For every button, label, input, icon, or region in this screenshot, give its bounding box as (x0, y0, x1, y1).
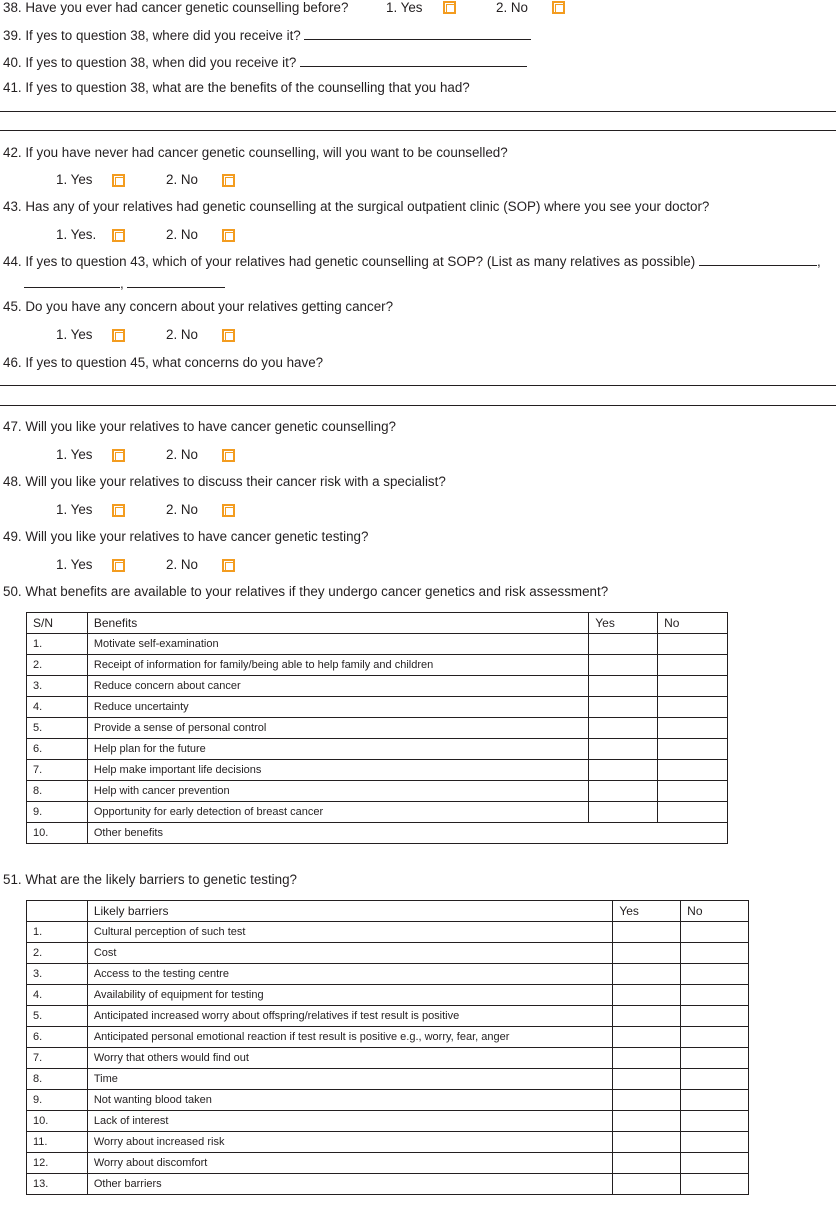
yes-cell[interactable] (589, 781, 658, 802)
yes-cell[interactable] (613, 1090, 681, 1111)
question-40 (3, 55, 527, 71)
answer-blank[interactable] (127, 276, 225, 288)
row-number: 12. (27, 1153, 88, 1174)
header-yes: Yes (613, 901, 681, 922)
checkbox-no-icon[interactable] (222, 174, 235, 187)
row-number: 8. (27, 781, 88, 802)
answer-line[interactable] (0, 111, 836, 112)
table-row (27, 781, 728, 802)
no-cell[interactable] (658, 676, 728, 697)
checkbox-yes-icon[interactable] (443, 1, 456, 14)
checkbox-no-icon[interactable] (222, 504, 235, 517)
question-45-text: 45. Do you have any concern about your relatives getting cancer? (3, 299, 394, 314)
table-row (27, 760, 728, 781)
checkbox-yes-icon[interactable] (112, 559, 125, 572)
option-no-label: 2. No (166, 557, 199, 572)
checkbox-no-icon[interactable] (222, 449, 235, 462)
table-row (27, 823, 728, 844)
row-label: Help with cancer prevention (87, 781, 588, 802)
question-51-text: 51. What are the likely barriers to genetic testing? (3, 872, 297, 887)
row-number: 5. (27, 1006, 88, 1027)
row-label: Other barriers (87, 1174, 613, 1195)
row-label: Other benefits (87, 823, 727, 844)
question-47-text: 47. Will you like your relatives to have cancer genetic counselling? (3, 419, 396, 434)
row-number: 5. (27, 718, 88, 739)
header-likely-barriers: Likely barriers (87, 901, 613, 922)
barriers-table (26, 900, 749, 1195)
row-number: 10. (27, 1111, 88, 1132)
yes-cell[interactable] (613, 1174, 681, 1195)
option-yes-label: 1. Yes (56, 447, 93, 462)
no-cell[interactable] (681, 1174, 749, 1195)
answer-blank[interactable] (300, 55, 527, 67)
question-44-continued (24, 276, 225, 292)
question-44-text: 44. If yes to question 43, which of your relatives had genetic counselling at SOP? (List as many relatives as possible) (3, 254, 696, 269)
yes-cell[interactable] (613, 1006, 681, 1027)
yes-cell[interactable] (589, 760, 658, 781)
question-47 (3, 419, 396, 435)
yes-cell[interactable] (613, 964, 681, 985)
row-number: 8. (27, 1069, 88, 1090)
question-50 (3, 584, 608, 600)
row-label: Worry about discomfort (87, 1153, 613, 1174)
table-row (27, 634, 728, 655)
question-44 (3, 254, 821, 270)
no-cell[interactable] (681, 922, 749, 943)
yes-cell[interactable] (613, 1153, 681, 1174)
answer-line[interactable] (0, 385, 836, 386)
row-label: Help make important life decisions (87, 760, 588, 781)
table-row (27, 943, 749, 964)
row-label: Reduce concern about cancer (87, 676, 588, 697)
row-number: 6. (27, 739, 88, 760)
no-cell[interactable] (681, 1048, 749, 1069)
option-no-label: 2. No (166, 172, 199, 187)
row-label: Not wanting blood taken (87, 1090, 613, 1111)
question-49-text: 49. Will you like your relatives to have cancer genetic testing? (3, 529, 369, 544)
question-39-text: 39. If yes to question 38, where did you receive it? (3, 28, 301, 43)
checkbox-yes-icon[interactable] (112, 229, 125, 242)
question-46-text: 46. If yes to question 45, what concerns do you have? (3, 355, 324, 370)
no-cell[interactable] (681, 1006, 749, 1027)
row-label: Availability of equipment for testing (87, 985, 613, 1006)
row-number: 9. (27, 802, 88, 823)
table-row (27, 1153, 749, 1174)
row-label: Access to the testing centre (87, 964, 613, 985)
no-cell[interactable] (681, 1027, 749, 1048)
no-cell[interactable] (658, 739, 728, 760)
yes-cell[interactable] (589, 697, 658, 718)
row-number: 11. (27, 1132, 88, 1153)
yes-cell[interactable] (589, 634, 658, 655)
row-number: 3. (27, 964, 88, 985)
question-46 (3, 355, 323, 371)
question-48 (3, 474, 446, 490)
no-cell[interactable] (658, 760, 728, 781)
yes-cell[interactable] (613, 1048, 681, 1069)
header-sn: S/N (27, 613, 88, 634)
yes-cell[interactable] (589, 655, 658, 676)
no-cell[interactable] (681, 1153, 749, 1174)
question-38 (3, 0, 348, 16)
yes-cell[interactable] (613, 1027, 681, 1048)
header-no: No (658, 613, 728, 634)
question-42 (3, 145, 508, 161)
row-label: Worry about increased risk (87, 1132, 613, 1153)
checkbox-yes-icon[interactable] (112, 174, 125, 187)
question-41-text: 41. If yes to question 38, what are the benefits of the counselling that you had? (3, 80, 470, 95)
benefits-table (26, 612, 728, 844)
answer-blank[interactable] (24, 276, 120, 288)
table-row (27, 1111, 749, 1132)
row-label: Opportunity for early detection of breast cancer (87, 802, 588, 823)
row-label: Anticipated increased worry about offspring/relatives if test result is positive (87, 1006, 613, 1027)
row-label: Receipt of information for family/being able to help family and children (87, 655, 588, 676)
yes-cell[interactable] (613, 1132, 681, 1153)
row-number: 7. (27, 760, 88, 781)
answer-blank[interactable] (304, 28, 531, 40)
row-label: Cost (87, 943, 613, 964)
option-no-label: 2. No (166, 447, 199, 462)
row-label: Worry that others would find out (87, 1048, 613, 1069)
no-cell[interactable] (658, 781, 728, 802)
row-number: 13. (27, 1174, 88, 1195)
question-45 (3, 299, 393, 315)
table-row (27, 802, 728, 823)
no-cell[interactable] (681, 1090, 749, 1111)
no-cell[interactable] (658, 697, 728, 718)
table-row (27, 964, 749, 985)
question-39 (3, 28, 531, 44)
question-49 (3, 529, 368, 545)
option-yes-label: 1. Yes (56, 327, 93, 342)
row-label: Motivate self-examination (87, 634, 588, 655)
table-row (27, 676, 728, 697)
table-header-row (27, 901, 749, 922)
table-row (27, 922, 749, 943)
answer-line[interactable] (0, 405, 836, 406)
question-38-text: 38. Have you ever had cancer genetic counselling before? (3, 0, 349, 15)
checkbox-yes-icon[interactable] (112, 449, 125, 462)
row-label: Time (87, 1069, 613, 1090)
yes-cell[interactable] (589, 739, 658, 760)
checkbox-no-icon[interactable] (552, 1, 565, 14)
row-number: 9. (27, 1090, 88, 1111)
table-header-row (27, 613, 728, 634)
row-label: Cultural perception of such test (87, 922, 613, 943)
yes-cell[interactable] (613, 943, 681, 964)
no-cell[interactable] (681, 985, 749, 1006)
table-row (27, 1174, 749, 1195)
row-number: 1. (27, 922, 88, 943)
option-no-label: 2. No (496, 0, 529, 15)
question-43 (3, 199, 709, 215)
question-48-text: 48. Will you like your relatives to discuss their cancer risk with a specialist? (3, 474, 446, 489)
no-cell[interactable] (681, 1111, 749, 1132)
no-cell[interactable] (681, 943, 749, 964)
table-row (27, 739, 728, 760)
table-row (27, 718, 728, 739)
table-row (27, 1069, 749, 1090)
row-number: 7. (27, 1048, 88, 1069)
header-yes: Yes (589, 613, 658, 634)
row-number: 4. (27, 697, 88, 718)
table-row (27, 1027, 749, 1048)
row-label: Provide a sense of personal control (87, 718, 588, 739)
question-41 (3, 80, 470, 96)
question-50-text: 50. What benefits are available to your relatives if they undergo cancer genetics and risk assessment? (3, 584, 609, 599)
option-no-label: 2. No (166, 502, 199, 517)
option-no-label: 2. No (166, 227, 199, 242)
question-42-text: 42. If you have never had cancer genetic counselling, will you want to be counselled? (3, 145, 508, 160)
header-blank (27, 901, 88, 922)
checkbox-no-icon[interactable] (222, 229, 235, 242)
row-label: Help plan for the future (87, 739, 588, 760)
answer-line[interactable] (0, 130, 836, 131)
header-benefits: Benefits (87, 613, 588, 634)
yes-cell[interactable] (613, 1069, 681, 1090)
answer-blank[interactable] (699, 254, 817, 266)
no-cell[interactable] (681, 1069, 749, 1090)
row-label: Anticipated personal emotional reaction if test result is positive e.g., worry, fear, anger (87, 1027, 613, 1048)
yes-cell[interactable] (589, 802, 658, 823)
yes-cell[interactable] (613, 985, 681, 1006)
option-yes-label: 1. Yes (56, 172, 93, 187)
question-43-text: 43. Has any of your relatives had genetic counselling at the surgical outpatient clinic (SOP) where you see your doctor? (3, 199, 710, 214)
yes-cell[interactable] (613, 1111, 681, 1132)
table-row (27, 1048, 749, 1069)
question-40-text: 40. If yes to question 38, when did you receive it? (3, 55, 297, 70)
row-label: Lack of interest (87, 1111, 613, 1132)
option-yes-label: 1. Yes (56, 557, 93, 572)
separator-comma: , (816, 254, 821, 269)
table-row (27, 1090, 749, 1111)
no-cell[interactable] (658, 718, 728, 739)
checkbox-yes-icon[interactable] (112, 329, 125, 342)
table-row (27, 985, 749, 1006)
table-row (27, 1132, 749, 1153)
no-cell[interactable] (658, 634, 728, 655)
row-label: Reduce uncertainty (87, 697, 588, 718)
checkbox-yes-icon[interactable] (112, 504, 125, 517)
separator-comma: , (120, 276, 124, 291)
option-yes-label: 1. Yes (386, 0, 423, 15)
option-yes-label: 1. Yes. (56, 227, 97, 242)
no-cell[interactable] (658, 802, 728, 823)
table-row (27, 655, 728, 676)
no-cell[interactable] (681, 964, 749, 985)
no-cell[interactable] (658, 655, 728, 676)
row-number: 1. (27, 634, 88, 655)
no-cell[interactable] (681, 1132, 749, 1153)
option-no-label: 2. No (166, 327, 199, 342)
row-number: 10. (27, 823, 88, 844)
row-number: 2. (27, 943, 88, 964)
header-no: No (681, 901, 749, 922)
row-number: 4. (27, 985, 88, 1006)
table-row (27, 697, 728, 718)
checkbox-no-icon[interactable] (222, 329, 235, 342)
row-number: 3. (27, 676, 88, 697)
option-yes-label: 1. Yes (56, 502, 93, 517)
yes-cell[interactable] (589, 718, 658, 739)
table-row (27, 1006, 749, 1027)
yes-cell[interactable] (589, 676, 658, 697)
yes-cell[interactable] (613, 922, 681, 943)
question-51 (3, 872, 297, 888)
row-number: 2. (27, 655, 88, 676)
row-number: 6. (27, 1027, 88, 1048)
checkbox-no-icon[interactable] (222, 559, 235, 572)
